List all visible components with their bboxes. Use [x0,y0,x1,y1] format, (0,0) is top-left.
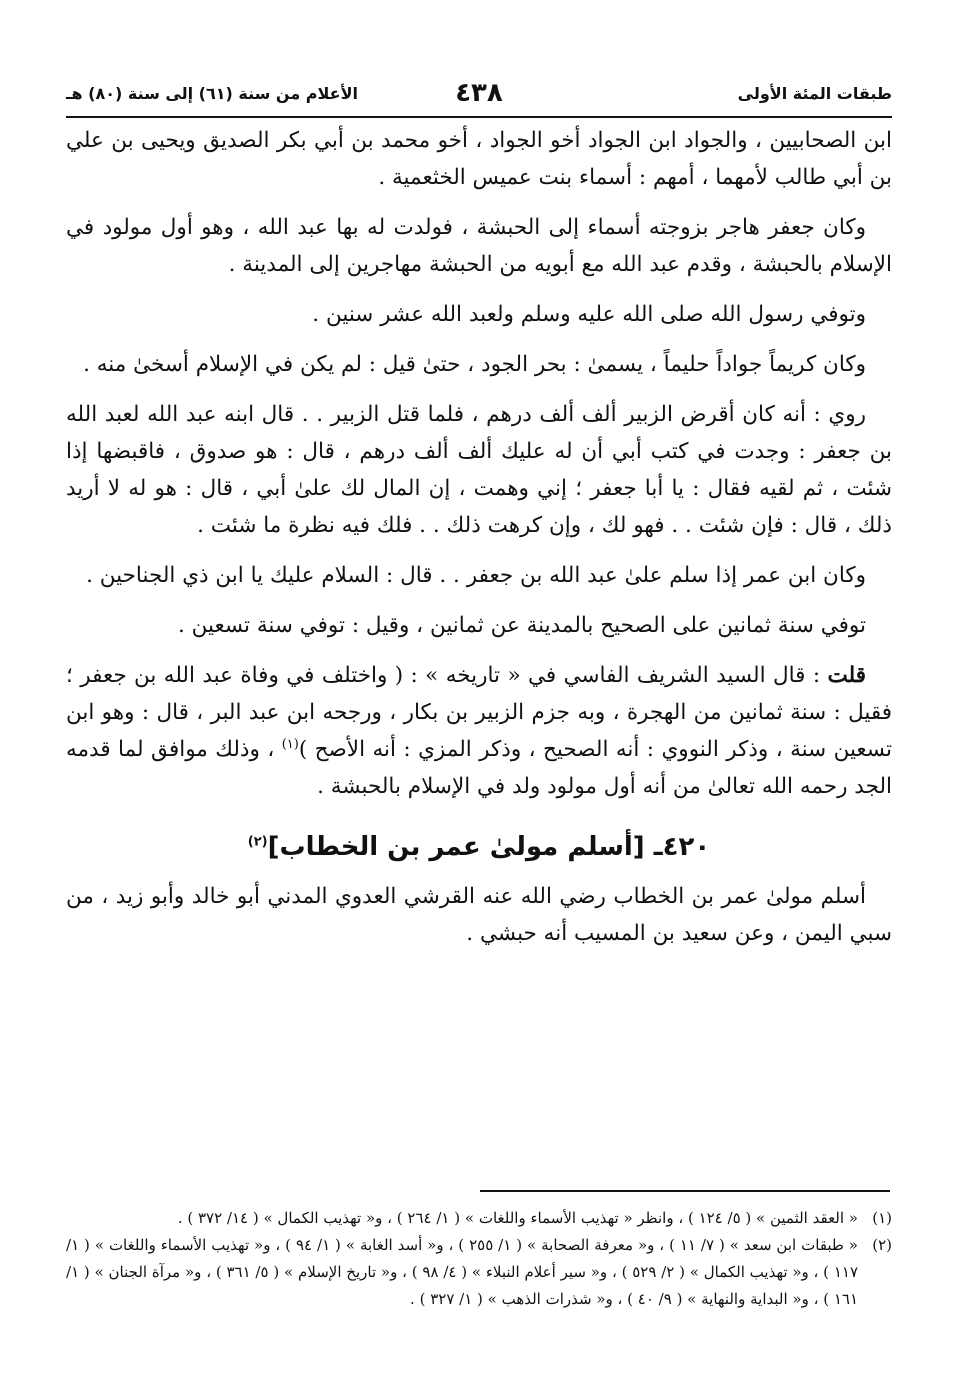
paragraph: ابن الصحابيين ، والجواد ابن الجواد أخو الجواد ، أخو محمد بن أبي بكر الصديق ويحيى بن علي بن أبي طالب لأمهما ، أمهم : أسماء بنت عميس الخثعمية . [66,128,892,190]
running-header [66,78,892,112]
footnote [66,1232,892,1313]
footnote-text: « العقد الثمين » ( ٥/ ١٢٤ ) ، وانظر « تهذيب الأسماء واللغات » ( ١/ ٢٦٤ ) ، و« تهذيب الكمال » ( ١٤/ ٣٧٢ ) . [177,1209,858,1227]
footnotes [66,1205,892,1313]
footnote-rule [480,1190,890,1192]
paragraph: توفي سنة ثمانين على الصحيح بالمدينة عن ثمانين ، وقيل : توفي سنة تسعين . [177,613,866,638]
paragraph: وكان كريماً جواداً حليماً ، يسمىٰ : بحر الجود ، حتىٰ قيل : لم يكن في الإسلام أسخىٰ منه . [83,352,866,377]
footnote-number: (١) [872,1209,892,1227]
qult-paragraph [66,657,892,805]
book-title: طبقات المئة الأولى [737,84,892,103]
section-title: ٤٢٠ـ [أسلم مولىٰ عمر بن الخطاب] [267,832,711,862]
page-number: ٤٣٨ [455,78,503,108]
paragraph: وكان ابن عمر إذا سلم علىٰ عبد الله بن جعفر . . قال : السلام عليك يا ابن ذي الجناحين . [86,563,866,588]
section-heading [66,829,892,866]
qult-text: : قال السيد الشريف الفاسي في « تاريخه » : ( واختلف في وفاة عبد الله بن جعفر ؛ فقيل : سنة ثمانين من الهجرة ، وبه جزم الزبير بن بكار ، ورجحه ابن عبد البر ، قال : وهو ابن تسعين سنة ، وذكر النووي : أنه الصحيح ، وذكر المزي : أنه الأصح ) [66,663,892,762]
footnote-number: (٢) [872,1236,892,1254]
footnote-text: « طبقات ابن سعد » ( ٧/ ١١ ) ، و« معرفة الصحابة » ( ١/ ٢٥٥ ) ، و« أسد الغابة » ( ١/ ٩٤ ) ، و« تهذيب الأسماء واللغات » ( ١/ ١١٧ ) ، و« تهذيب الكمال » ( ٢/ ٥٢٩ ) ، و« سير أعلام النبلاء » ( ٤/ ٩٨ ) ، و« تاريخ الإسلام » ( ٥/ ٣٦١ ) ، و« مرآة الجنان » ( ١/ ١٦١ ) ، و« البداية والنهاية » ( ٩/ ٤٠ ) ، و« شذرات الذهب » ( ١/ ٣٢٧ ) . [66,1236,858,1308]
paragraph: وتوفي رسول الله صلى الله عليه وسلم ولعبد الله عشر سنين . [312,302,866,327]
footnote [66,1205,892,1232]
header-rule [66,116,892,118]
footnote-marker: (١) [281,736,299,752]
qult-text-end: ، وذلك موافق لما قدمه الجد رحمه الله تعالىٰ من أنه أول مولود ولد في الإسلام بالحبشة . [66,737,892,799]
main-text [66,122,892,965]
paragraph: أسلم مولىٰ عمر بن الخطاب رضي الله عنه القرشي العدوي المدني أبو خالد وأبو زيد ، من سبي اليمن ، وعن سعيد بن المسيب أنه حبشي . [66,884,892,946]
paragraph: روي : أنه كان أقرض الزبير ألف ألف درهم ، فلما قتل الزبير . . قال ابنه عبد الله لعبد الله بن جعفر : وجدت في كتب أبي أن له عليك ألف ألف درهم ، قال : هو صدوق ، فاقبضها إذا شئت ، ثم لقيه فقال : يا أبا جعفر ؛ إني وهمت ، إن المال لك علىٰ أبي ، قال : هو له لا أريد ذلك ، قال : فإن شئت . . فهو لك ، وإن كرهت ذلك . . فلك فيه نظرة ما شئت . [66,402,892,538]
footnote-marker: (٢) [247,834,268,850]
qult-label: قلت [827,663,866,688]
paragraph: وكان جعفر هاجر بزوجته أسماء إلى الحبشة ، فولدت له بها عبد الله ، وهو أول مولود في الإسلام بالحبشة ، وقدم عبد الله مع أبويه من الحبشة مهاجرين إلى المدينة . [66,215,892,277]
chapter-range: الأعلام من سنة (٦١) إلى سنة (٨٠) هـ [66,84,358,103]
